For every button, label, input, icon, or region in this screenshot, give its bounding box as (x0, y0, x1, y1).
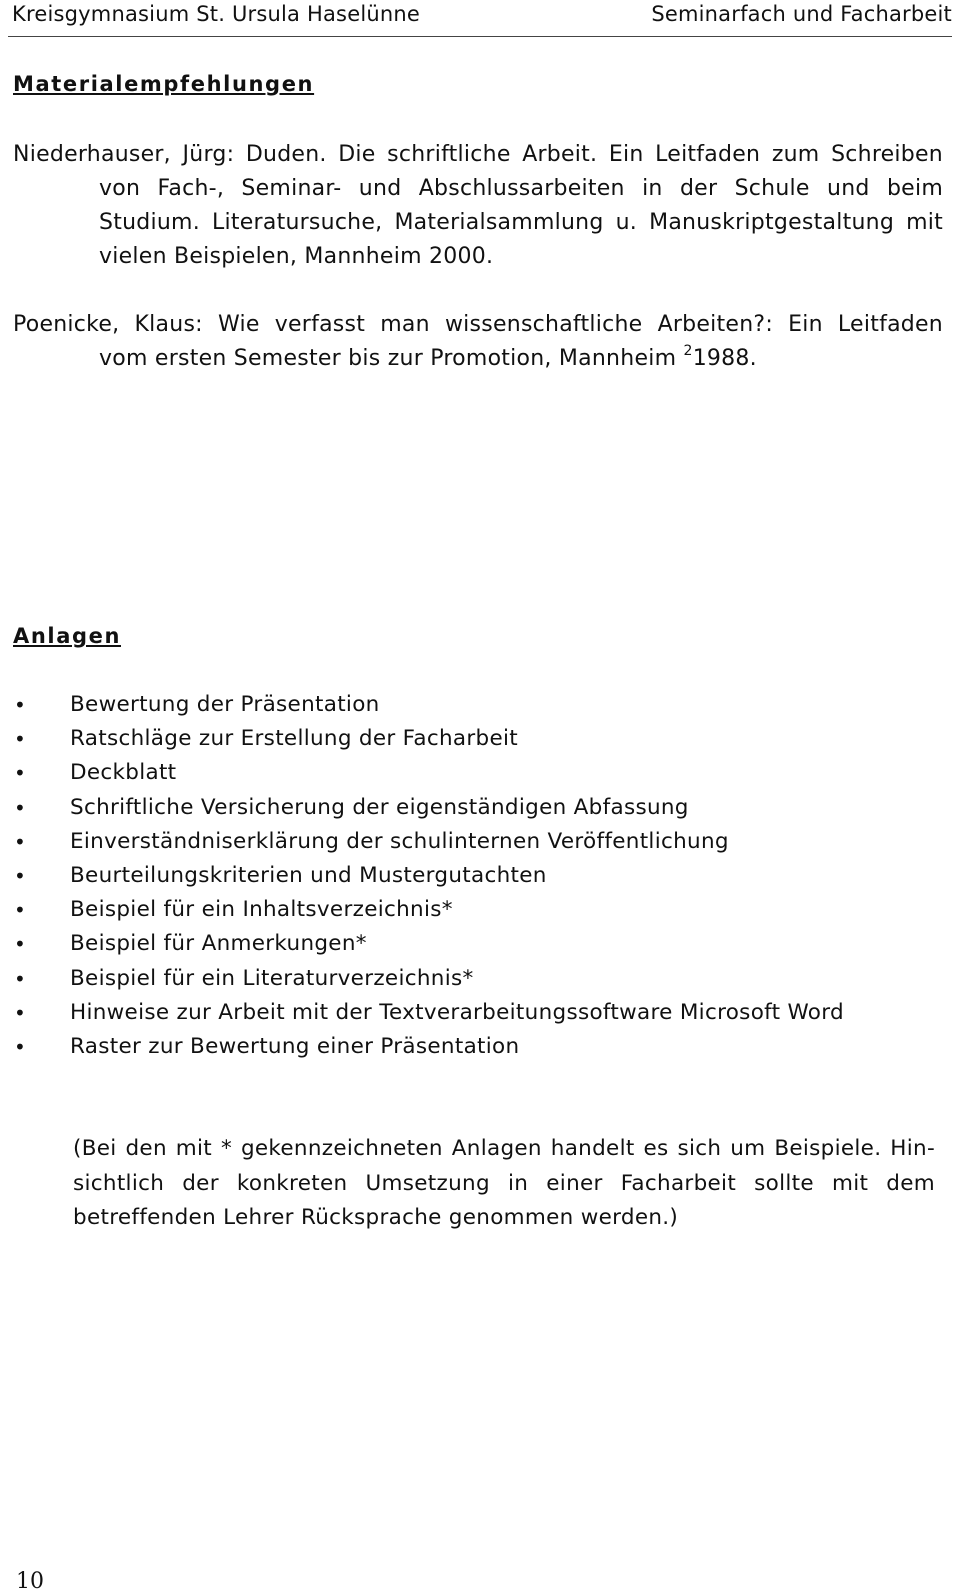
list-item (0, 791, 930, 825)
reference-line: Poenicke, Klaus: Wie verfasst man wissenschaftliche Arbeiten?: Ein Leitfaden (13, 312, 943, 337)
reference-line: Niederhauser, Jürg: Duden. Die schriftliche Arbeit. Ein Leitfaden zum Schreiben (13, 142, 943, 167)
note-line: betreffenden Lehrer Rücksprache genommen werden.) (73, 1205, 679, 1230)
list-item-label: Schriftliche Versicherung der eigenständigen Abfassung (70, 794, 689, 820)
bullet-icon: • (14, 693, 27, 717)
list-item (0, 893, 930, 927)
reference-poenicke (13, 308, 943, 376)
anlagen-note (73, 1132, 935, 1236)
school-name: Kreisgymnasium St. Ursula Haselünne (12, 2, 420, 26)
list-item (0, 927, 930, 961)
anlagen-heading: Anlagen (13, 624, 121, 648)
reference-line: vielen Beispielen, Mannheim 2000. (99, 244, 494, 269)
list-item-label: Einverständniserklärung der schulinternen Veröffentlichung (70, 828, 729, 854)
list-item (0, 825, 930, 859)
list-item-label: Ratschläge zur Erstellung der Facharbeit (70, 726, 518, 752)
edition-superscript: 2 (683, 342, 693, 359)
note-line: sichtlich der konkreten Umsetzung in einer Facharbeit sollte mit dem (73, 1170, 935, 1196)
bullet-icon: • (14, 829, 27, 854)
bullet-icon: • (14, 761, 27, 786)
list-item-label: Beurteilungskriterien und Mustergutachten (70, 862, 547, 888)
list-item-label: Raster zur Bewertung einer Präsentation (70, 1033, 520, 1059)
list-item-label: Beispiel für Anmerkungen* (70, 931, 367, 957)
bullet-icon: • (14, 898, 27, 923)
materials-heading: Materialempfehlungen (13, 72, 315, 96)
anlagen-list (0, 688, 930, 1064)
bullet-icon: • (14, 1034, 27, 1059)
page-header (8, 0, 952, 37)
bullet-icon: • (14, 795, 27, 820)
reference-line (13, 342, 943, 376)
list-item (0, 1030, 930, 1064)
bullet-icon: • (14, 1000, 27, 1025)
list-item-label: Beispiel für ein Literaturverzeichnis* (70, 965, 474, 991)
bullet-icon: • (14, 727, 27, 752)
reference-line: Studium. Literatursuche, Materialsammlung u. Manuskriptgestaltung mit (99, 210, 943, 235)
list-item (0, 996, 930, 1030)
reference-line-text: vom ersten Semester bis zur Promotion, Mannheim (99, 346, 684, 371)
page-number: 10 (16, 1569, 44, 1594)
list-item-label: Beispiel für ein Inhaltsverzeichnis* (70, 897, 453, 923)
list-item (0, 962, 930, 996)
list-item (0, 688, 930, 722)
reference-year: 1988. (692, 346, 757, 371)
list-item (0, 756, 930, 790)
reference-line: von Fach-, Seminar- und Abschlussarbeiten in der Schule und beim (99, 176, 943, 201)
bullet-icon: • (14, 966, 27, 991)
list-item-label: Hinweise zur Arbeit mit der Textverarbeitungssoftware Microsoft Word (70, 999, 844, 1025)
note-line: (Bei den mit * gekennzeichneten Anlagen handelt es sich um Beispiele. Hin- (73, 1136, 935, 1161)
list-item (0, 722, 930, 756)
list-item (0, 859, 930, 893)
reference-niederhauser (13, 138, 943, 274)
course-name: Seminarfach und Facharbeit (651, 2, 952, 26)
bullet-icon: • (14, 932, 27, 957)
list-item-label: Deckblatt (70, 760, 177, 786)
bullet-icon: • (14, 863, 27, 888)
list-item-label: Bewertung der Präsentation (70, 692, 380, 717)
